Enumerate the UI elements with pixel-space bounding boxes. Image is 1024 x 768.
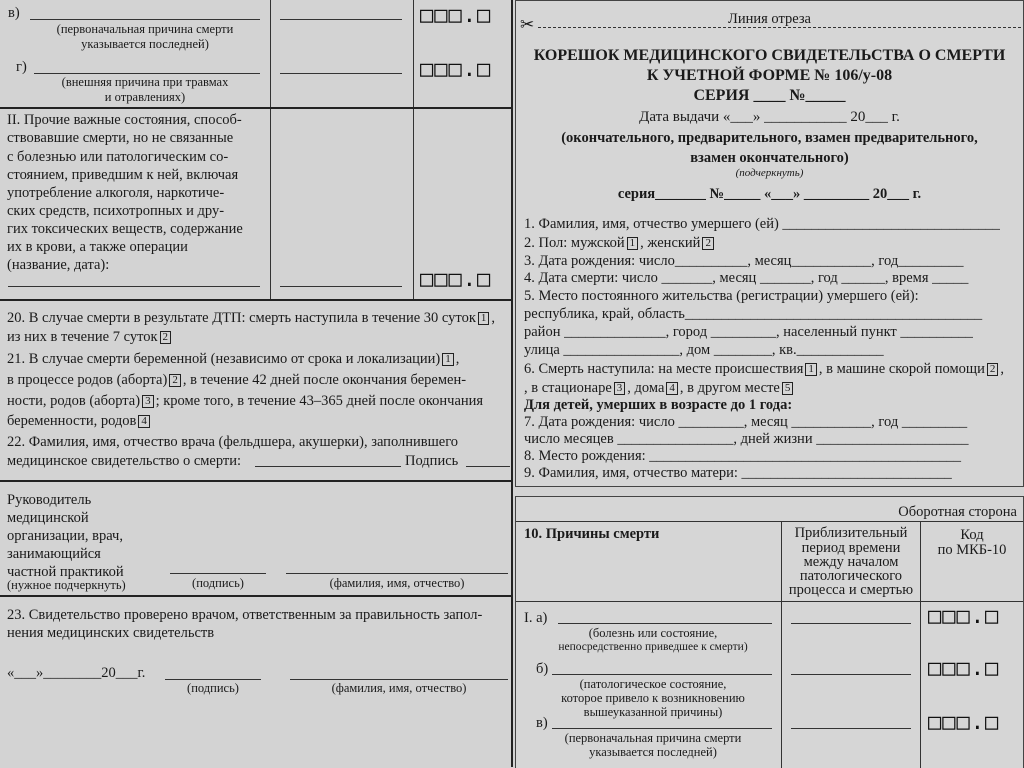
text: 20. В случае смерти в результате ДТП: смерть наступила в течение 30 суток: [7, 310, 476, 326]
icd-code-boxes[interactable]: □□□.□: [420, 267, 492, 292]
field-9: 9. Фамилия, имя, отчество матери: _____________________________: [524, 465, 952, 481]
cut-line-label: [516, 10, 1023, 28]
checkbox-box[interactable]: 1: [442, 353, 454, 366]
fill-line: [558, 623, 772, 624]
text: , в машине скорой помощи: [818, 361, 985, 377]
field-5b: район ______________, город _________, населенный пункт __________: [524, 324, 973, 340]
children-heading: Для детей, умерших в возрасте до 1 года:: [524, 397, 793, 413]
divider: [511, 0, 513, 767]
item-21-text: [7, 371, 466, 389]
text: из них в течение 7 суток: [7, 329, 158, 345]
field-8: 8. Место рождения: ___________________________________________: [524, 448, 962, 464]
text: , в стационаре: [524, 380, 612, 396]
row-b-note: которое привело к возникновению: [561, 691, 745, 705]
signature-line: [170, 573, 266, 574]
divider: [0, 480, 512, 482]
row-v-note: указывается последней): [589, 745, 717, 759]
field-3: 3. Дата рождения: число__________, месяц___________, год_________: [524, 253, 964, 269]
text: , дома: [627, 380, 665, 396]
text-line: II. Прочие важные состояния, способ-: [7, 112, 242, 128]
field-2: [524, 234, 716, 252]
fill-line: [466, 466, 510, 467]
row-b-label: б): [536, 661, 549, 677]
field-6: [524, 379, 795, 397]
fill-line: [552, 728, 772, 729]
field-1: 1. Фамилия, имя, отчество умершего (ей) ______________________________: [524, 216, 1000, 232]
item-22-text: 22. Фамилия, имя, отчество врача (фельдшера, акушерки), заполнившего: [7, 434, 459, 450]
field-5: 5. Место постоянного жительства (регистрации) умершего (ей):: [524, 288, 919, 304]
checkbox-box[interactable]: 2: [169, 374, 181, 387]
stub-series-2: серия_______ №_____ «___» _________ 20___ г.: [617, 186, 922, 202]
date-field[interactable]: «___»________20___г.: [7, 665, 146, 681]
fill-line: [280, 19, 402, 20]
item-21-text: 21. В случае смерти беременной (независимо от срока и локализации) 1 ,: [7, 351, 460, 367]
fill-line: [552, 674, 772, 675]
icd-code-boxes[interactable]: □□□.□: [928, 604, 1000, 629]
icd-code-boxes[interactable]: □□□.□: [420, 57, 492, 82]
text-line: употребление алкоголя, наркотиче-: [7, 185, 225, 201]
text: 2. Пол: мужской: [524, 235, 625, 251]
divider: [0, 595, 512, 597]
issue-date: Дата выдачи «___» ___________ 20___ г.: [639, 109, 900, 125]
signature-label: Подпись: [405, 453, 459, 469]
icd-code-boxes[interactable]: □□□.□: [928, 656, 1000, 681]
underline-note: (нужное подчеркнуть): [7, 578, 126, 592]
checkbox-box[interactable]: 2: [160, 331, 172, 344]
icd-heading: Код: [960, 527, 984, 543]
row-v-note: указывается последней): [81, 37, 209, 51]
row-g-label: г): [16, 59, 27, 75]
divider: [516, 521, 1023, 522]
fill-line: [791, 728, 911, 729]
text-line: ствовавшие смерти, но не связанные: [7, 130, 234, 146]
item-23-text: нения медицинских свидетельств: [7, 625, 215, 641]
fill-line: [255, 466, 401, 467]
checkbox-box[interactable]: 4: [138, 415, 150, 428]
text-line: ских средств, психотропных и дру-: [7, 203, 225, 219]
fill-line: [8, 286, 260, 287]
text-line: Приблизительный: [794, 525, 908, 541]
checkbox-box[interactable]: 3: [614, 382, 626, 395]
fill-line: [30, 19, 260, 20]
head-text: частной практикой: [7, 564, 124, 580]
name-line: [286, 573, 508, 574]
row-v-note: (первоначальная причина смерти: [564, 731, 742, 745]
icd-heading: по МКБ-10: [937, 542, 1007, 558]
row-a-note: непосредственно приведшее к смерти): [558, 641, 748, 653]
head-text: медицинской: [7, 510, 89, 526]
text-line: их в крови, а также операции: [7, 239, 188, 255]
item-22-text: медицинское свидетельство о смерти:: [7, 453, 242, 469]
field-7b: число месяцев ________________, дней жизни _____________________: [524, 431, 969, 447]
row-v-label: в): [8, 5, 20, 21]
text: в процессе родов (аборта): [7, 372, 168, 388]
causes-heading: 10. Причины смерти: [524, 526, 660, 542]
checkbox-box[interactable]: 5: [782, 382, 794, 395]
text: , в течение 42 дней после окончания беремен-: [182, 372, 467, 388]
fill-line: [280, 73, 402, 74]
text: беременности, родов: [7, 413, 137, 429]
item-20-text: [7, 328, 173, 346]
signature-caption: (подпись): [187, 681, 239, 695]
row-v-label: в): [536, 715, 548, 731]
name-caption: (фамилия, имя, отчество): [331, 681, 467, 695]
divider: [0, 107, 512, 109]
row-g-note: и отравлениях): [104, 90, 186, 104]
text-line: (название, дата):: [7, 257, 110, 273]
text-line: период времени: [801, 540, 901, 556]
icd-code-boxes[interactable]: □□□.□: [928, 710, 1000, 735]
text: ; кроме того, в течение 43–365 дней после окончания: [155, 393, 484, 409]
text: 21. В случае смерти беременной (независимо от срока и локализации): [7, 351, 441, 367]
text-line: между началом: [803, 554, 899, 570]
item-21-text: [7, 412, 152, 430]
cut-line-text: Линия отреза: [722, 11, 817, 27]
text-line: патологического: [799, 568, 903, 584]
fill-line: [34, 73, 260, 74]
stub-title: К УЧЕТНОЙ ФОРМЕ № 106/у-08: [646, 67, 893, 84]
stub-series: СЕРИЯ ____ №_____: [693, 87, 846, 104]
scissors-icon: ✂: [520, 15, 535, 35]
text: 6. Смерть наступила: на месте происшествия: [524, 361, 804, 377]
back-side-header: Оборотная сторона: [898, 504, 1017, 520]
row-v-note: (первоначальная причина смерти: [56, 22, 234, 36]
text: , женский: [640, 235, 701, 251]
divider: [270, 0, 271, 300]
row-b-note: (патологическое состояние,: [579, 677, 727, 691]
fill-line: [791, 623, 911, 624]
row-g-note: (внешняя причина при травмах: [61, 75, 229, 89]
text-line: с болезнью или патологическим со-: [7, 149, 229, 165]
text-line: процесса и смертью: [788, 582, 914, 598]
head-text: Руководитель: [7, 492, 92, 508]
divider: [516, 601, 1023, 602]
field-5c: улица ________________, дом ________, кв.____________: [524, 342, 884, 358]
fill-line: [280, 286, 402, 287]
item-20-text: 20. В случае смерти в результате ДТП: смерть наступила в течение 30 суток 1 ,: [7, 310, 495, 326]
field-4: 4. Дата смерти: число _______, месяц _______, год ______, время _____: [524, 270, 969, 286]
icd-code-boxes[interactable]: □□□.□: [420, 3, 492, 28]
back-side-panel: [515, 496, 1024, 768]
field-6: 6. Смерть наступила: на месте происшествия 1 , в машине скорой помощи 2 ,: [524, 361, 1004, 377]
certificate-kind: взамен окончательного): [690, 150, 849, 166]
field-5a: республика, край, область_________________________________________: [524, 306, 983, 322]
divider: [0, 299, 512, 301]
item-21-text: [7, 392, 483, 410]
checkbox-box[interactable]: 2: [987, 363, 999, 376]
underline-note: (подчеркнуть): [735, 167, 804, 179]
checkbox-box[interactable]: 1: [627, 237, 639, 250]
item-23-text: 23. Свидетельство проверено врачом, ответственным за правильность запол-: [7, 607, 483, 623]
stub-panel: [515, 0, 1024, 487]
head-text: организации, врач,: [7, 528, 123, 544]
checkbox-box[interactable]: 4: [666, 382, 678, 395]
fill-line: [791, 674, 911, 675]
field-7: 7. Дата рождения: число _________, месяц ___________, год _________: [524, 414, 968, 430]
checkbox-box[interactable]: 1: [805, 363, 817, 376]
text: ности, родов (аборта): [7, 393, 141, 409]
checkbox-box[interactable]: 3: [142, 395, 154, 408]
head-text: занимающийся: [7, 546, 101, 562]
text-line: стоянием, приведшим к ней, включая: [7, 167, 239, 183]
certificate-kind: (окончательного, предварительного, взамен предварительного,: [561, 130, 978, 146]
signature-line: [165, 679, 261, 680]
checkbox-box[interactable]: 1: [478, 312, 490, 325]
text: , в другом месте: [679, 380, 780, 396]
text-line: гих токсических веществ, содержание: [7, 221, 243, 237]
signature-caption: (подпись): [192, 576, 244, 590]
name-caption: (фамилия, имя, отчество): [329, 576, 465, 590]
checkbox-box[interactable]: 2: [702, 237, 714, 250]
row-a-label: I. а): [524, 610, 548, 626]
row-a-note: (болезнь или состояние,: [588, 626, 718, 640]
name-line: [290, 679, 508, 680]
divider: [413, 0, 414, 300]
row-b-note: вышеуказанной причины): [583, 705, 723, 719]
stub-title: КОРЕШОК МЕДИЦИНСКОГО СВИДЕТЕЛЬСТВА О СМЕРТИ: [533, 47, 1006, 64]
